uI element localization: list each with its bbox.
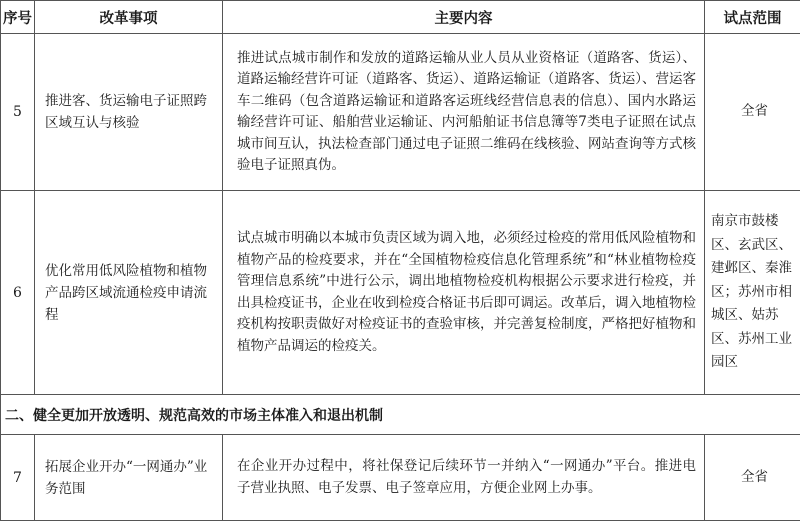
row-scope: 全省 [705,435,800,521]
table-row [1,191,800,395]
row-index: 6 [1,191,35,395]
row-content: 推进试点城市制作和发放的道路运输从业人员从业资格证（道路客、货运）、道路运输经营许可证（道路客、货运）、道路运输证（道路客、货运）、营运客车二维码（包含道路运输证和道路客运班线经营信息表的信息）、国内水路运输经营许可证、船舶营业运输证、内河船舶证书信息簿等7类电子证照在试点城市间互认，执法检查部门通过电子证照二维码在线核验、网站查询等方式核验电子证照真伪。 [223,34,705,191]
header-index: 序号 [1,1,35,34]
header-content: 主要内容 [223,1,705,34]
row-item: 优化常用低风险植物和植物产品跨区域流通检疫申请流程 [35,191,223,395]
row-content: 试点城市明确以本城市负责区域为调入地，必须经过检疫的常用低风险植物和植物产品的检疫要求，并在“全国植物检疫信息化管理系统”和“林业植物检疫管理信息系统”中进行公示，调出地植物检疫机构根据公示要求进行检疫，并出具检疫证书，企业在收到检疫合格证书后即可调运。改革后，调入地植物检疫机构按职责做好对检疫证书的查验审核，并完善复检制度，严格把好植物和植物产品调运的检疫关。 [223,191,705,395]
table-header-row [1,1,800,34]
table-row [1,435,800,521]
header-scope: 试点范围 [705,1,800,34]
section-heading: 二、健全更加开放透明、规范高效的市场主体准入和退出机制 [1,395,800,435]
row-index: 7 [1,435,35,521]
row-item: 拓展企业开办“一网通办”业务范围 [35,435,223,521]
table-row [1,34,800,191]
header-item: 改革事项 [35,1,223,34]
row-scope: 全省 [705,34,800,191]
row-scope: 南京市鼓楼区、玄武区、建邺区、秦淮区；苏州市相城区、姑苏区、苏州工业园区 [705,191,800,395]
row-index: 5 [1,34,35,191]
row-content: 在企业开办过程中，将社保登记后续环节一并纳入“一网通办”平台。推进电子营业执照、电子发票、电子签章应用，方便企业网上办事。 [223,435,705,521]
row-item: 推进客、货运输电子证照跨区域互认与核验 [35,34,223,191]
section-heading-row [1,395,800,435]
